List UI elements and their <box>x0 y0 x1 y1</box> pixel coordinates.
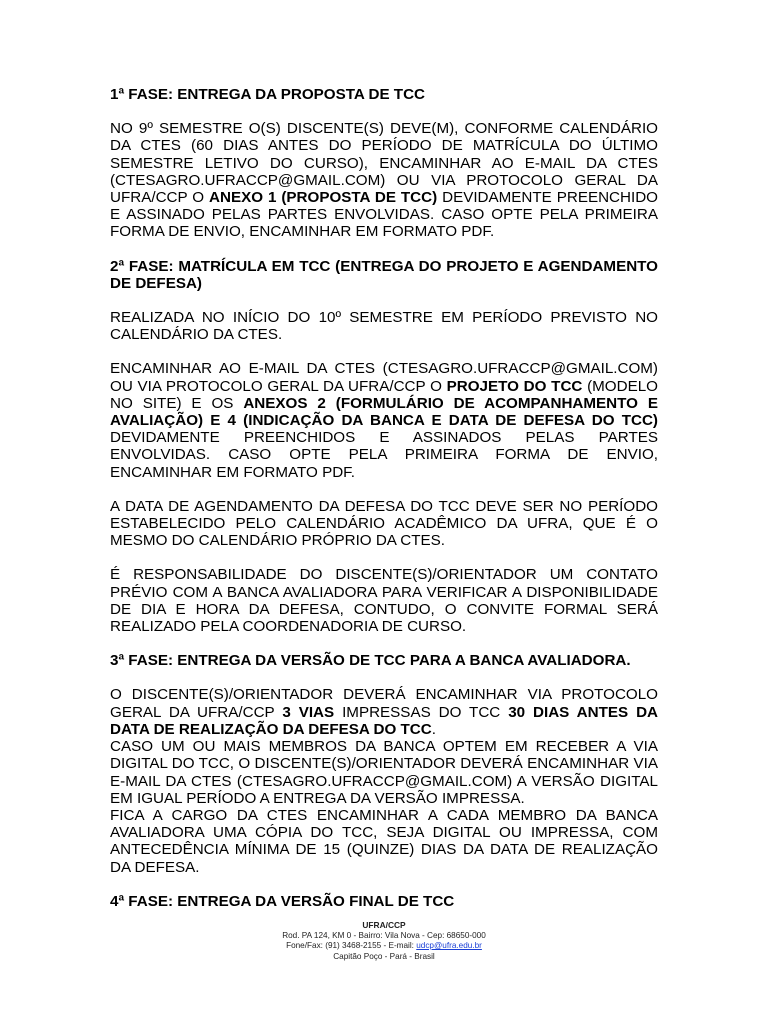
phase4-heading: 4ª FASE: ENTREGA DA VERSÃO FINAL DE TCC <box>110 892 455 910</box>
phase1-text-end: DEVIDAMENTE PREENCHIDO E ASSINADO PELAS PARTES ENVOLVIDAS. CASO OPTE PELA PRIMEIRA FORMA DE ENVIO, ENCAMINHAR EM FORMATO PDF. <box>110 189 658 241</box>
phase3-paragraph-3: FICA A CARGO DA CTES ENCAMINHAR A CADA MEMBRO DA BANCA AVALIADORA UMA CÓPIA DO TCC, SEJA DIGITAL OU IMPRESSA, COM ANTECEDÊNCIA MÍNIMA DE 15 (QUINZE) DIAS DA DATA DE REALIZAÇÃO DA DEFESA. <box>110 806 658 876</box>
phase3-paragraph-1 <box>110 686 658 738</box>
phase2-text-c: (MODELO NO SITE) E OS <box>110 377 658 412</box>
phase2-paragraph-2 <box>110 360 658 480</box>
phase2-annexes-bold: ANEXOS 2 (FORMULÁRIO DE ACOMPANHAMENTO E AVALIAÇÃO) E 4 (INDICAÇÃO DA BANCA E DATA DE DEFESA DO TCC) <box>110 394 658 430</box>
phase3-text-c: IMPRESSAS DO TCC <box>334 703 509 721</box>
footer-address: Rod. PA 124, KM 0 - Bairro: Vila Nova - Cep: 68650-000 <box>282 930 486 940</box>
phase2-project-bold: PROJETO DO TCC <box>446 377 583 395</box>
phase2-paragraph-3: A DATA DE AGENDAMENTO DA DEFESA DO TCC DEVE SER NO PERÍODO ESTABELECIDO PELO CALENDÁRIO ACADÊMICO DA UFRA, QUE É O MESMO DO CALENDÁRIO PRÓPRIO DA CTES. <box>110 497 658 550</box>
phase3-heading: 3ª FASE: ENTREGA DA VERSÃO DE TCC PARA A BANCA AVALIADORA. <box>110 652 631 670</box>
phase1-paragraph <box>110 120 658 240</box>
phase3-copies-bold: 3 VIAS <box>282 703 335 721</box>
phase3-paragraph-2: CASO UM OU MAIS MEMBROS DA BANCA OPTEM EM RECEBER A VIA DIGITAL DO TCC, O DISCENTE(S)/ORIENTADOR DEVERÁ ENCAMINHAR VIA E-MAIL DA CTES (CTESAGRO.UFRACCP@GMAIL.COM) A VERSÃO DIGITAL EM IGUAL PERÍODO A ENTREGA DA VERSÃO IMPRESSA. <box>110 738 658 807</box>
footer-email-link[interactable]: udcp@ufra.edu.br <box>416 941 482 950</box>
footer-phone: Fone/Fax: (91) 3468-2155 - E-mail: <box>286 941 417 950</box>
phase3-deadline-bold: 30 DIAS ANTES DA DATA DE REALIZAÇÃO DA DEFESA DO TCC <box>110 703 659 738</box>
footer-contact <box>0 941 768 952</box>
phase3-text-a: O DISCENTE(S)/ORIENTADOR DEVERÁ ENCAMINHAR VIA PROTOCOLO GERAL DA UFRA/CCP <box>110 686 658 721</box>
phase1-text: NO 9º SEMESTRE O(S) DISCENTE(S) DEVE(M), CONFORME CALENDÁRIO DA CTES (60 DIAS ANTES DO PERÍODO DE MATRÍCULA DO ÚLTIMO SEMESTRE LETIVO DO CURSO), ENCAMINHAR AO E-MAIL DA CTES (CTESAGRO.UFRACCP@GMAIL.COM) OU VIA PROTOCOLO GERAL DA UFRA/CCP O <box>110 120 658 207</box>
document-body <box>110 86 658 910</box>
footer-city: Capitão Poço - Pará - Brasil <box>333 951 435 961</box>
phase1-annex-bold: ANEXO 1 (PROPOSTA DE TCC) <box>209 189 438 207</box>
phase2-paragraph-4: É RESPONSABILIDADE DO DISCENTE(S)/ORIENTADOR UM CONTATO PRÉVIO COM A BANCA AVALIADORA PARA VERIFICAR A DISPONIBILIDADE DE DIA E HORA DA DEFESA, CONTUDO, O CONVITE FORMAL SERÁ REALIZADO PELA COORDENADORIA DE CURSO. <box>110 566 658 636</box>
phase2-heading: 2ª FASE: MATRÍCULA EM TCC (ENTREGA DO PROJETO E AGENDAMENTO DE DEFESA) <box>110 257 658 292</box>
page-footer <box>0 920 768 962</box>
phase2-text-e: DEVIDAMENTE PREENCHIDOS E ASSINADOS PELAS PARTES ENVOLVIDAS. CASO OPTE PELA PRIMEIRA FORMA DE ENVIO, ENCAMINHAR EM FORMATO PDF. <box>110 429 658 481</box>
footer-org: UFRA/CCP <box>362 920 406 930</box>
phase2-text-a: ENCAMINHAR AO E-MAIL DA CTES (CTESAGRO.UFRACCP@GMAIL.COM) OU VIA PROTOCOLO GERAL DA UFRA/CCP O <box>110 360 658 395</box>
phase3-text-e: . <box>431 720 436 738</box>
phase2-paragraph-1: REALIZADA NO INÍCIO DO 10º SEMESTRE EM PERÍODO PREVISTO NO CALENDÁRIO DA CTES. <box>110 309 658 344</box>
phase1-heading: 1ª FASE: ENTREGA DA PROPOSTA DE TCC <box>110 86 426 103</box>
